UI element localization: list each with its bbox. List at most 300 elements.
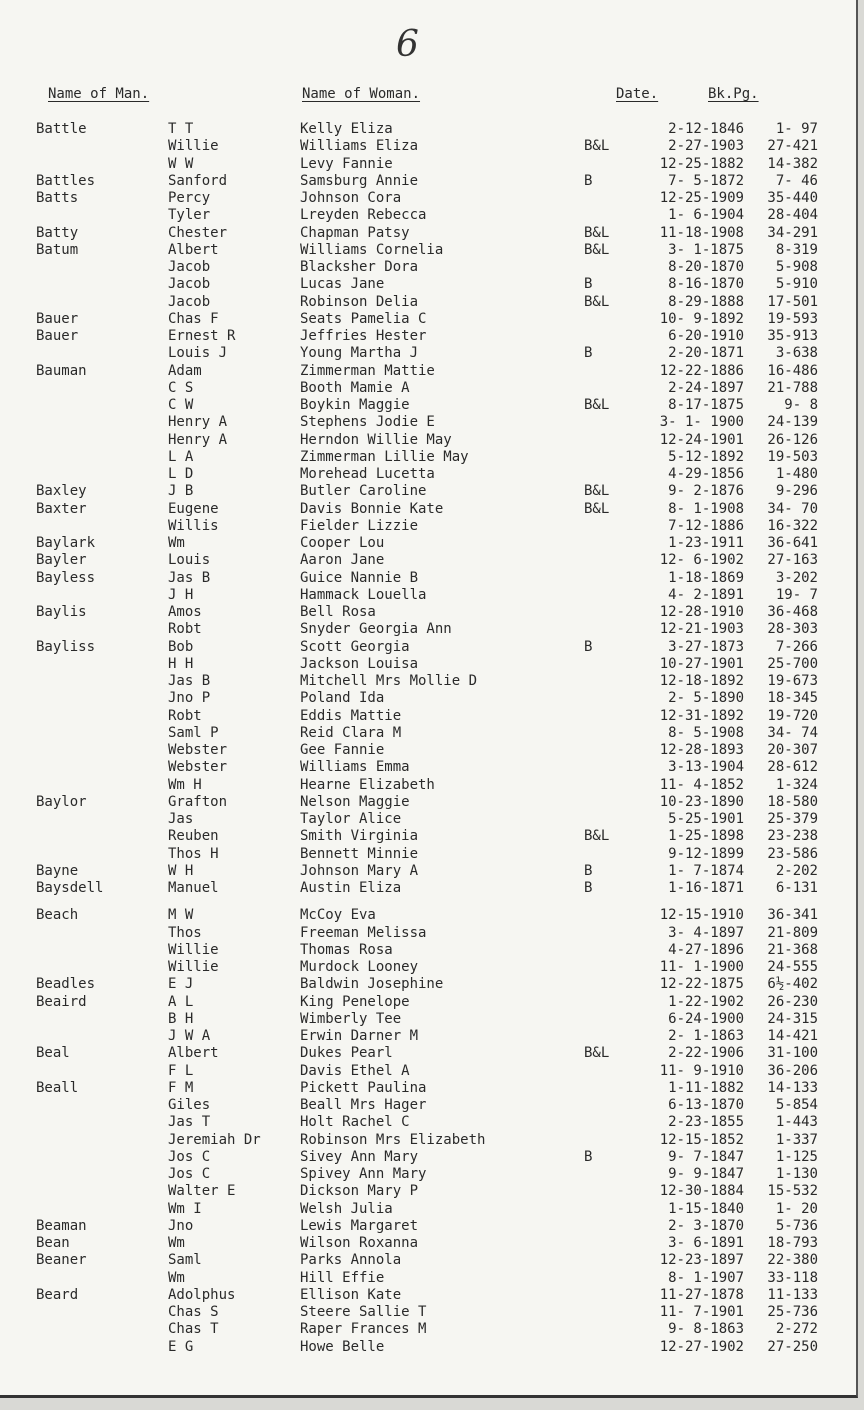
name-of-woman: King Penelope [300,993,410,1010]
book-page: 28-303 [767,621,818,638]
table-row [0,138,860,155]
record-flag: B [584,345,593,362]
marriage-date: 3-27-1873 [668,638,744,655]
book-page: 7-266 [775,638,818,655]
given-name-man: Webster [168,742,228,758]
name-of-woman: Murdock Looney [300,959,419,975]
surname-man: Batts [36,190,79,206]
name-of-woman: Fielder Lizzie [300,517,419,534]
name-of-woman: Bell Rosa [300,604,376,620]
marriage-date: 2- 1-1863 [668,1028,744,1044]
marriage-date: 8- 1-1907 [668,1269,744,1286]
given-name-man: Saml [168,1252,202,1269]
table-row [0,673,860,690]
page-number: 6 [396,24,419,65]
marriage-date: 12-31-1892 [659,707,744,724]
name-of-woman: Young Martha J [300,345,419,362]
book-page: 14-133 [767,1079,818,1096]
table-row [0,880,860,897]
marriage-date: 12-28-1910 [659,604,744,620]
name-of-woman: Mitchell Mrs Mollie D [300,673,478,689]
given-name-man: E G [168,1338,194,1355]
name-of-woman: Johnson Cora [300,190,402,206]
table-row [0,690,860,707]
given-name-man: Chester [168,224,228,241]
given-name-man: Henry A [168,414,228,431]
marriage-date: 2-24-1897 [668,379,744,396]
table-row [0,535,860,552]
table-row [0,639,860,656]
given-name-man: Wm [168,1235,185,1251]
name-of-woman: Smith Virginia [300,828,419,845]
name-of-woman: Holt Rachel C [300,1114,410,1131]
name-of-woman: Williams Eliza [300,138,419,155]
table-row [0,1097,860,1114]
surname-man: Baxter [36,500,87,517]
table-row [0,225,860,242]
surname-man: Bayne [36,862,79,879]
marriage-date: 9- 8-1863 [668,1321,744,1338]
table-row [0,742,860,759]
book-page: 36-206 [767,1062,818,1079]
table-row [0,466,860,483]
marriage-date: 9- 2-1876 [668,483,744,500]
book-page: 28-612 [767,759,818,776]
name-of-woman: Parks Annola [300,1252,402,1269]
table-row [0,294,860,311]
given-name-man: Wm I [168,1200,202,1217]
surname-man: Beall [36,1079,79,1096]
marriage-date: 12-25-1909 [659,190,744,206]
marriage-date: 6-13-1870 [668,1097,744,1113]
table-row [0,587,860,604]
given-name-man: Giles [168,1097,211,1113]
book-page: 19-503 [767,448,818,465]
marriage-date: 12-15-1852 [659,1131,744,1148]
table-row [0,1252,860,1269]
table-row [0,414,860,431]
table-row [0,552,860,569]
table-row [0,345,860,362]
given-name-man: Amos [168,604,202,620]
book-page: 36-641 [767,535,818,551]
marriage-date: 12- 6-1902 [659,552,744,569]
given-name-man: Robt [168,707,202,724]
header-woman: Name of Woman. [302,86,421,102]
record-flag: B [584,638,593,655]
name-of-woman: Scott Georgia [300,638,410,655]
given-name-man: Wm [168,535,185,551]
marriage-date: 1-11-1882 [668,1079,744,1096]
marriage-date: 12-28-1893 [659,742,744,758]
table-row [0,907,860,924]
name-of-woman: Guice Nannie B [300,569,419,586]
marriage-date: 4- 2-1891 [668,586,744,603]
given-name-man: Louis J [168,345,228,362]
given-name-man: Albert [168,241,219,258]
name-of-woman: Sivey Ann Mary [300,1148,419,1165]
table-row [0,759,860,776]
marriage-date: 11- 7-1901 [659,1304,744,1320]
book-page: 9- 8 [784,397,818,413]
name-of-woman: Davis Ethel A [300,1062,410,1079]
surname-man: Bayler [36,552,87,569]
table-row [0,794,860,811]
table-row [0,397,860,414]
surname-man: Beadles [36,976,96,993]
surname-man: Baylark [36,535,96,551]
book-page: 21-788 [767,379,818,396]
book-page: 36-468 [767,604,818,620]
given-name-man: Sanford [168,172,228,189]
table-row [0,1235,860,1252]
marriage-date: 2-23-1855 [668,1114,744,1131]
marriage-date: 12-23-1897 [659,1252,744,1269]
book-page: 7- 46 [775,172,818,189]
surname-man: Beal [36,1045,70,1062]
name-of-woman: Bennett Minnie [300,845,419,862]
given-name-man: J B [168,483,194,500]
book-page: 34-291 [767,224,818,241]
name-of-woman: Ellison Kate [300,1286,402,1303]
book-page: 16-486 [767,362,818,379]
name-of-woman: Hammack Louella [300,586,427,603]
book-page: 18-345 [767,690,818,707]
given-name-man: Jos C [168,1148,211,1165]
name-of-woman: Dukes Pearl [300,1045,393,1062]
marriage-date: 12-15-1910 [659,907,744,924]
marriage-date: 11- 9-1910 [659,1062,744,1079]
marriage-date: 8- 1-1908 [668,500,744,517]
table-row [0,1080,860,1097]
table-row [0,242,860,259]
book-page: 5-910 [775,276,818,293]
marriage-date: 12-25-1882 [659,155,744,172]
name-of-woman: Nelson Maggie [300,793,410,810]
surname-man: Bauman [36,362,87,379]
given-name-man: Thos H [168,845,219,862]
name-of-woman: Zimmerman Lillie May [300,448,469,465]
record-flag: B&L [584,828,610,845]
given-name-man: Willie [168,941,219,958]
book-page: 23-238 [767,828,818,845]
given-name-man: F L [168,1062,194,1079]
given-name-man: Jeremiah Dr [168,1131,261,1148]
marriage-date: 10-23-1890 [659,793,744,810]
book-page: 3-202 [775,569,818,586]
marriage-date: 4-29-1856 [668,466,744,482]
table-row [0,1063,860,1080]
book-page: 2-202 [775,862,818,879]
marriage-date: 1-15-1840 [668,1200,744,1217]
name-of-woman: Seats Pamelia C [300,310,427,327]
marriage-date: 10-27-1901 [659,655,744,672]
name-of-woman: Jeffries Hester [300,328,427,344]
name-of-woman: Spivey Ann Mary [300,1166,427,1182]
marriage-date: 5-12-1892 [668,448,744,465]
table-row [0,1045,860,1062]
marriage-date: 1-18-1869 [668,569,744,586]
name-of-woman: Eddis Mattie [300,707,402,724]
surname-man: Battles [36,172,96,189]
name-of-woman: Wilson Roxanna [300,1235,419,1251]
surname-man: Bayless [36,569,96,586]
table-row [0,604,860,621]
table-row [0,121,860,138]
name-of-woman: Kelly Eliza [300,121,393,137]
name-of-woman: Welsh Julia [300,1200,393,1217]
name-of-woman: Snyder Georgia Ann [300,621,452,638]
marriage-date: 9- 7-1847 [668,1148,744,1165]
surname-man: Baxley [36,483,87,500]
marriage-date: 1-25-1898 [668,828,744,845]
marriage-date: 12-22-1886 [659,362,744,379]
name-of-woman: Stephens Jodie E [300,414,435,431]
table-row [0,942,860,959]
header-date: Date. [616,86,659,102]
book-page: 2-272 [775,1321,818,1338]
record-flag: B [584,1148,593,1165]
given-name-man: Jacob [168,259,211,275]
marriage-date: 12-22-1875 [659,976,744,993]
name-of-woman: Dickson Mary P [300,1183,419,1200]
given-name-man: Robt [168,621,202,638]
given-name-man: Walter E [168,1183,236,1200]
given-name-man: Adolphus [168,1286,236,1303]
table-row [0,570,860,587]
name-of-woman: Johnson Mary A [300,862,419,879]
given-name-man: Jacob [168,276,211,293]
name-of-woman: Gee Fannie [300,742,385,758]
table-row [0,449,860,466]
given-name-man: L D [168,466,194,482]
marriage-date: 11-27-1878 [659,1286,744,1303]
given-name-man: Louis [168,552,211,569]
given-name-man: Reuben [168,828,219,845]
book-page: 15-532 [767,1183,818,1200]
name-of-woman: Samsburg Annie [300,172,419,189]
given-name-man: C W [168,397,194,413]
marriage-date: 8-17-1875 [668,397,744,413]
table-row [0,311,860,328]
book-page: 1-443 [775,1114,818,1131]
name-of-woman: McCoy Eva [300,907,376,924]
table-row [0,1321,860,1338]
book-page: 33-118 [767,1269,818,1286]
marriage-date: 3-13-1904 [668,759,744,776]
marriage-date: 9- 9-1847 [668,1166,744,1182]
table-row [0,363,860,380]
name-of-woman: Lucas Jane [300,276,385,293]
marriage-date: 3- 1-1875 [668,241,744,258]
given-name-man: Manuel [168,880,219,896]
given-name-man: T T [168,121,194,137]
marriage-date: 8-16-1870 [668,276,744,293]
given-name-man: Bob [168,638,194,655]
record-flag: B&L [584,483,610,500]
name-of-woman: Hearne Elizabeth [300,776,435,793]
marriage-date: 6-20-1910 [668,328,744,344]
marriage-date: 12-24-1901 [659,431,744,448]
table-row [0,708,860,725]
book-page: 25-700 [767,655,818,672]
table-row [0,656,860,673]
given-name-man: Jno [168,1217,194,1234]
book-page: 19-673 [767,673,818,689]
surname-man: Beach [36,907,79,924]
name-of-woman: Howe Belle [300,1338,385,1355]
given-name-man: Tyler [168,207,211,224]
record-flag: B&L [584,293,610,310]
marriage-date: 2-12-1846 [668,121,744,137]
given-name-man: Jas B [168,569,211,586]
book-page: 36-341 [767,907,818,924]
book-page: 21-809 [767,924,818,941]
table-row [0,1339,860,1356]
marriage-date: 11-18-1908 [659,224,744,241]
marriage-date: 1-22-1902 [668,993,744,1010]
record-flag: B&L [584,224,610,241]
table-row [0,156,860,173]
table-row [0,328,860,345]
book-page: 1- 97 [775,121,818,137]
book-page: 11-133 [767,1286,818,1303]
book-page: 26-230 [767,993,818,1010]
given-name-man: Jas T [168,1114,211,1131]
book-page: 1- 20 [775,1200,818,1217]
marriage-date: 10- 9-1892 [659,310,744,327]
table-row [0,1304,860,1321]
given-name-man: E J [168,976,194,993]
table-row [0,1201,860,1218]
name-of-woman: Thomas Rosa [300,941,393,958]
marriage-date: 2-27-1903 [668,138,744,155]
given-name-man: W W [168,155,194,172]
book-page: 25-736 [767,1304,818,1320]
given-name-man: Ernest R [168,328,236,344]
name-of-woman: Davis Bonnie Kate [300,500,444,517]
given-name-man: W H [168,862,194,879]
name-of-woman: Chapman Patsy [300,224,410,241]
book-page: 5-854 [775,1097,818,1113]
name-of-woman: Reid Clara M [300,724,402,741]
marriage-date: 1-16-1871 [668,880,744,896]
name-of-woman: Levy Fannie [300,155,393,172]
book-page: 35-913 [767,328,818,344]
name-of-woman: Booth Mamie A [300,379,410,396]
book-page: 22-380 [767,1252,818,1269]
marriage-date: 12-27-1902 [659,1338,744,1355]
table-row [0,1287,860,1304]
surname-man: Baysdell [36,880,104,896]
book-page: 16-322 [767,517,818,534]
book-page: 25-379 [767,811,818,827]
marriage-date: 5-25-1901 [668,811,744,827]
name-of-woman: Williams Emma [300,759,410,776]
table-row [0,1011,860,1028]
table-row [0,1166,860,1183]
table-row [0,959,860,976]
header-bkpg: Bk.Pg. [708,86,759,102]
book-page: 14-382 [767,155,818,172]
record-flag: B&L [584,397,610,413]
book-page: 23-586 [767,845,818,862]
book-page: 3-638 [775,345,818,362]
given-name-man: C S [168,379,194,396]
marriage-date: 8-20-1870 [668,259,744,275]
record-flag: B [584,276,593,293]
table-row [0,207,860,224]
given-name-man: H H [168,655,194,672]
table-row [0,1218,860,1235]
book-page: 21-368 [767,941,818,958]
book-page: 20-307 [767,742,818,758]
table-row [0,518,860,535]
marriage-date: 1- 7-1874 [668,862,744,879]
given-name-man: Chas F [168,310,219,327]
name-of-woman: Wimberly Tee [300,1010,402,1027]
table-row [0,976,860,993]
marriage-date: 2-22-1906 [668,1045,744,1062]
name-of-woman: Steere Sallie T [300,1304,427,1320]
given-name-man: Henry A [168,431,228,448]
marriage-date: 6-24-1900 [668,1010,744,1027]
table-row [0,1028,860,1045]
book-page: 35-440 [767,190,818,206]
book-page: 24-555 [767,959,818,975]
name-of-woman: Boykin Maggie [300,397,410,413]
name-of-woman: Herndon Willie May [300,431,452,448]
marriage-date: 1- 6-1904 [668,207,744,224]
book-page: 5-736 [775,1217,818,1234]
table-row [0,501,860,518]
record-flag: B [584,880,593,896]
surname-man: Batty [36,224,79,241]
book-page: 27-250 [767,1338,818,1355]
surname-man: Beaird [36,993,87,1010]
given-name-man: Wm [168,1269,185,1286]
table-row [0,1270,860,1287]
given-name-man: J W A [168,1028,211,1044]
marriage-date: 1-23-1911 [668,535,744,551]
name-of-woman: Hill Effie [300,1269,385,1286]
name-of-woman: Butler Caroline [300,483,427,500]
given-name-man: J H [168,586,194,603]
marriage-date: 12-21-1903 [659,621,744,638]
surname-man: Bauer [36,310,79,327]
book-page: 18-793 [767,1235,818,1251]
book-page: 34- 70 [767,500,818,517]
book-page: 14-421 [767,1028,818,1044]
given-name-man: Wm H [168,776,202,793]
book-page: 5-908 [775,259,818,275]
marriage-date: 3- 4-1897 [668,924,744,941]
marriage-date: 8- 5-1908 [668,724,744,741]
record-flag: B&L [584,241,610,258]
book-page: 17-501 [767,293,818,310]
table-row [0,1132,860,1149]
given-name-man: Willis [168,517,219,534]
table-row [0,994,860,1011]
given-name-man: Chas S [168,1304,219,1320]
surname-man: Bean [36,1235,70,1251]
book-page: 1-480 [775,466,818,482]
name-of-woman: Williams Cornelia [300,241,444,258]
table-row [0,173,860,190]
table-row [0,846,860,863]
given-name-man: Albert [168,1045,219,1062]
book-page: 19-720 [767,707,818,724]
